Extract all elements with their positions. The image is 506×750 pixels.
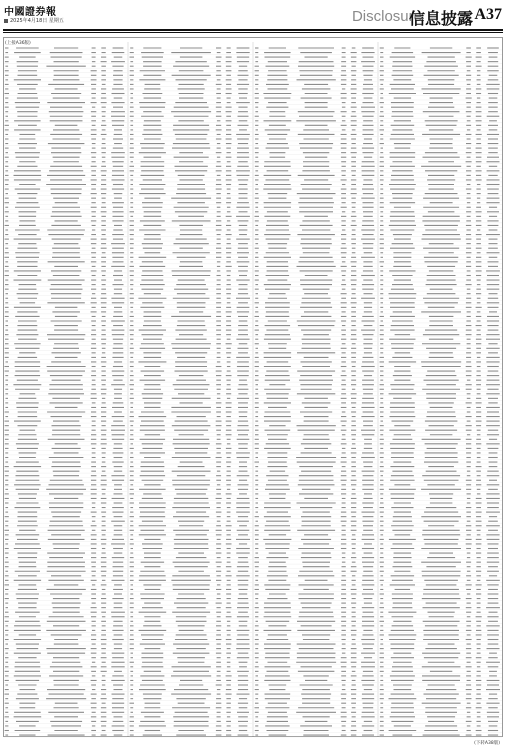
header-rule-thick [3,29,503,31]
date-text: 2025年4月18日 星期五 [10,18,64,24]
table-footer-note: (下转A38版) [474,741,500,746]
section-title-cn: 信息披露 [408,9,473,28]
bullet-icon [4,19,8,23]
section-title-en: Disclosure [351,8,422,25]
masthead [0,0,506,30]
page-number: A37 [474,6,502,23]
table-continuation-note: (上接A36版) [5,41,31,46]
header-rule-thin [3,32,503,33]
date-line [4,17,64,24]
newspaper-logo: 中國證券報 [4,7,57,18]
property-table [3,37,503,737]
